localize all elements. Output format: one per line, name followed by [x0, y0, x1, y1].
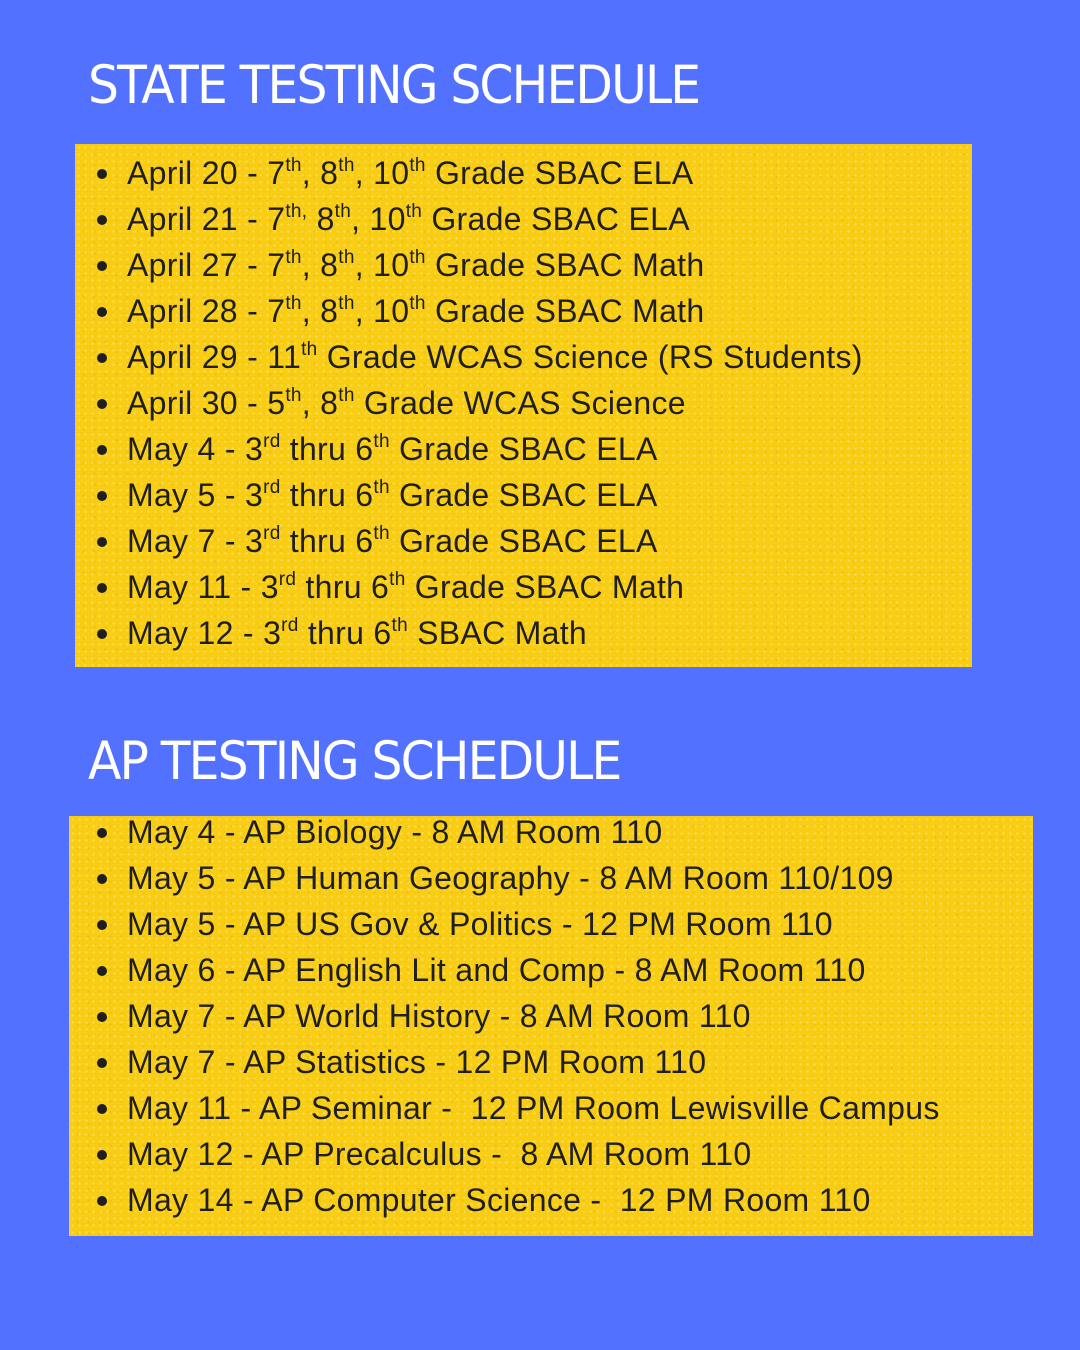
schedule-item-text	[127, 201, 690, 237]
ordinal-suffix: th	[285, 293, 302, 314]
ordinal-suffix: rd	[278, 569, 297, 590]
schedule-item-text	[127, 952, 866, 988]
schedule-text-segment: May 7 - AP Statistics - 12 PM Room 110	[127, 1044, 707, 1080]
ordinal-suffix: th	[373, 523, 390, 544]
ordinal-suffix: rd	[263, 431, 281, 452]
schedule-item	[92, 901, 940, 947]
schedule-item	[92, 150, 863, 196]
ordinal-suffix: th	[389, 569, 406, 590]
schedule-text-segment: May 6 - AP English Lit and Comp - 8 AM Room 110	[127, 952, 866, 988]
schedule-item	[92, 1085, 940, 1131]
bullet-icon	[97, 874, 107, 884]
ordinal-suffix: th	[301, 339, 318, 360]
bullet-icon	[97, 491, 107, 501]
schedule-item-text	[127, 1090, 940, 1126]
schedule-text-segment: , 10	[354, 293, 410, 329]
ordinal-suffix: th	[409, 155, 426, 176]
schedule-item	[92, 196, 863, 242]
schedule-item-text	[127, 1044, 706, 1080]
schedule-text-segment: , 8	[301, 155, 339, 191]
bullet-icon	[97, 215, 107, 225]
schedule-text-segment: May 4 - 3	[127, 431, 264, 467]
bullet-icon	[97, 537, 107, 547]
bullet-icon	[97, 828, 107, 838]
ordinal-suffix: th	[338, 155, 355, 176]
schedule-item-text	[127, 431, 658, 467]
bullet-icon	[97, 399, 107, 409]
schedule-item	[92, 242, 863, 288]
schedule-item-text	[127, 906, 833, 942]
schedule-text-segment: thru 6	[280, 477, 374, 513]
bullet-icon	[97, 169, 107, 179]
schedule-text-segment: thru 6	[296, 569, 390, 605]
schedule-text-segment: , 8	[301, 293, 339, 329]
schedule-text-segment: SBAC Math	[407, 615, 588, 651]
schedule-item-text	[127, 339, 863, 375]
bullet-icon	[97, 1058, 107, 1068]
schedule-item-text	[127, 293, 704, 329]
ap-testing-heading: AP TESTING SCHEDULE	[88, 731, 621, 792]
ordinal-suffix: th	[409, 247, 426, 268]
schedule-text-segment: April 28 - 7	[127, 293, 286, 329]
schedule-item	[92, 472, 863, 518]
ordinal-suffix: th	[373, 431, 390, 452]
schedule-text-segment: May 7 - 3	[127, 523, 264, 559]
ordinal-suffix: th	[373, 477, 390, 498]
schedule-item-text	[127, 615, 587, 651]
schedule-text-segment: Grade SBAC ELA	[389, 523, 658, 559]
schedule-item-text	[127, 385, 686, 421]
ordinal-suffix: rd	[263, 477, 281, 498]
schedule-text-segment: thru 6	[298, 615, 392, 651]
schedule-text-segment: , 10	[354, 155, 410, 191]
schedule-text-segment: Grade SBAC ELA	[389, 477, 658, 513]
schedule-text-segment: May 5 - AP US Gov & Politics - 12 PM Room 110	[127, 906, 833, 942]
ordinal-suffix: th	[405, 201, 423, 222]
bullet-icon	[97, 261, 107, 271]
bullet-icon	[97, 445, 107, 455]
bullet-icon	[97, 1196, 107, 1206]
schedule-item-text	[127, 860, 894, 896]
schedule-item-text	[127, 1182, 871, 1218]
schedule-item	[92, 518, 863, 564]
ordinal-suffix: th	[338, 247, 355, 268]
schedule-text-segment: May 12 - AP Precalculus - 8 AM Room 110	[127, 1136, 752, 1172]
schedule-text-segment: April 20 - 7	[127, 155, 286, 191]
schedule-text-segment: Grade SBAC ELA	[422, 201, 690, 237]
schedule-text-segment: April 30 - 5	[127, 385, 286, 421]
state-testing-heading: STATE TESTING SCHEDULE	[88, 55, 700, 116]
ordinal-suffix: th	[338, 293, 355, 314]
ordinal-suffix: th	[334, 201, 352, 222]
bullet-icon	[97, 1104, 107, 1114]
schedule-item-text	[127, 247, 704, 283]
bullet-icon	[97, 307, 107, 317]
schedule-text-segment: May 5 - 3	[127, 477, 264, 513]
schedule-text-segment: thru 6	[280, 523, 374, 559]
schedule-text-segment: April 27 - 7	[127, 247, 286, 283]
schedule-item	[92, 947, 940, 993]
schedule-item	[92, 1039, 940, 1085]
schedule-item-text	[127, 814, 662, 850]
ordinal-suffix: th	[338, 385, 355, 406]
schedule-text-segment: May 7 - AP World History - 8 AM Room 110	[127, 998, 751, 1034]
schedule-item	[92, 993, 940, 1039]
state-schedule-list	[92, 150, 863, 656]
schedule-text-segment: Grade SBAC Math	[425, 293, 705, 329]
ordinal-suffix: th	[285, 385, 302, 406]
schedule-text-segment: May 4 - AP Biology - 8 AM Room 110	[127, 814, 663, 850]
schedule-text-segment: , 10	[351, 201, 406, 237]
bullet-icon	[97, 583, 107, 593]
ordinal-suffix: th,	[285, 201, 308, 222]
schedule-item	[92, 564, 863, 610]
schedule-text-segment: April 29 - 11	[127, 339, 302, 375]
ordinal-suffix: th	[285, 247, 302, 268]
schedule-text-segment: , 10	[354, 247, 410, 283]
schedule-text-segment: May 5 - AP Human Geography - 8 AM Room 110/109	[127, 860, 894, 896]
ordinal-suffix: th	[409, 293, 426, 314]
bullet-icon	[97, 1012, 107, 1022]
schedule-text-segment: Grade SBAC ELA	[425, 155, 694, 191]
bullet-icon	[97, 1150, 107, 1160]
schedule-item	[92, 809, 940, 855]
schedule-item	[92, 1131, 940, 1177]
schedule-text-segment: Grade WCAS Science	[354, 385, 686, 421]
schedule-text-segment: May 12 - 3	[127, 615, 282, 651]
schedule-item-text	[127, 1136, 751, 1172]
schedule-text-segment: Grade WCAS Science (RS Students)	[317, 339, 863, 375]
schedule-item	[92, 334, 863, 380]
schedule-text-segment: , 8	[301, 247, 339, 283]
schedule-text-segment: Grade SBAC Math	[405, 569, 685, 605]
schedule-text-segment: May 11 - AP Seminar - 12 PM Room Lewisville Campus	[127, 1090, 940, 1126]
schedule-text-segment: thru 6	[280, 431, 374, 467]
bullet-icon	[97, 353, 107, 363]
schedule-item-text	[127, 523, 658, 559]
ordinal-suffix: th	[391, 615, 408, 636]
schedule-item	[92, 855, 940, 901]
bullet-icon	[97, 920, 107, 930]
schedule-text-segment: May 14 - AP Computer Science - 12 PM Room 110	[127, 1182, 871, 1218]
ordinal-suffix: rd	[263, 523, 281, 544]
schedule-item	[92, 380, 863, 426]
schedule-item-text	[127, 477, 658, 513]
bullet-icon	[97, 629, 107, 639]
schedule-text-segment: , 8	[301, 385, 339, 421]
schedule-text-segment: April 21 - 7	[127, 201, 286, 237]
schedule-text-segment: Grade SBAC ELA	[389, 431, 658, 467]
schedule-text-segment: May 11 - 3	[127, 569, 279, 605]
schedule-item-text	[127, 998, 751, 1034]
schedule-item	[92, 610, 863, 656]
schedule-item	[92, 426, 863, 472]
ordinal-suffix: th	[285, 155, 302, 176]
schedule-text-segment: Grade SBAC Math	[425, 247, 705, 283]
bullet-icon	[97, 966, 107, 976]
schedule-item	[92, 288, 863, 334]
ap-schedule-list	[92, 809, 940, 1223]
schedule-item	[92, 1177, 940, 1223]
schedule-text-segment: 8	[307, 201, 335, 237]
ordinal-suffix: rd	[281, 615, 299, 636]
schedule-item-text	[127, 569, 684, 605]
schedule-item-text	[127, 155, 694, 191]
